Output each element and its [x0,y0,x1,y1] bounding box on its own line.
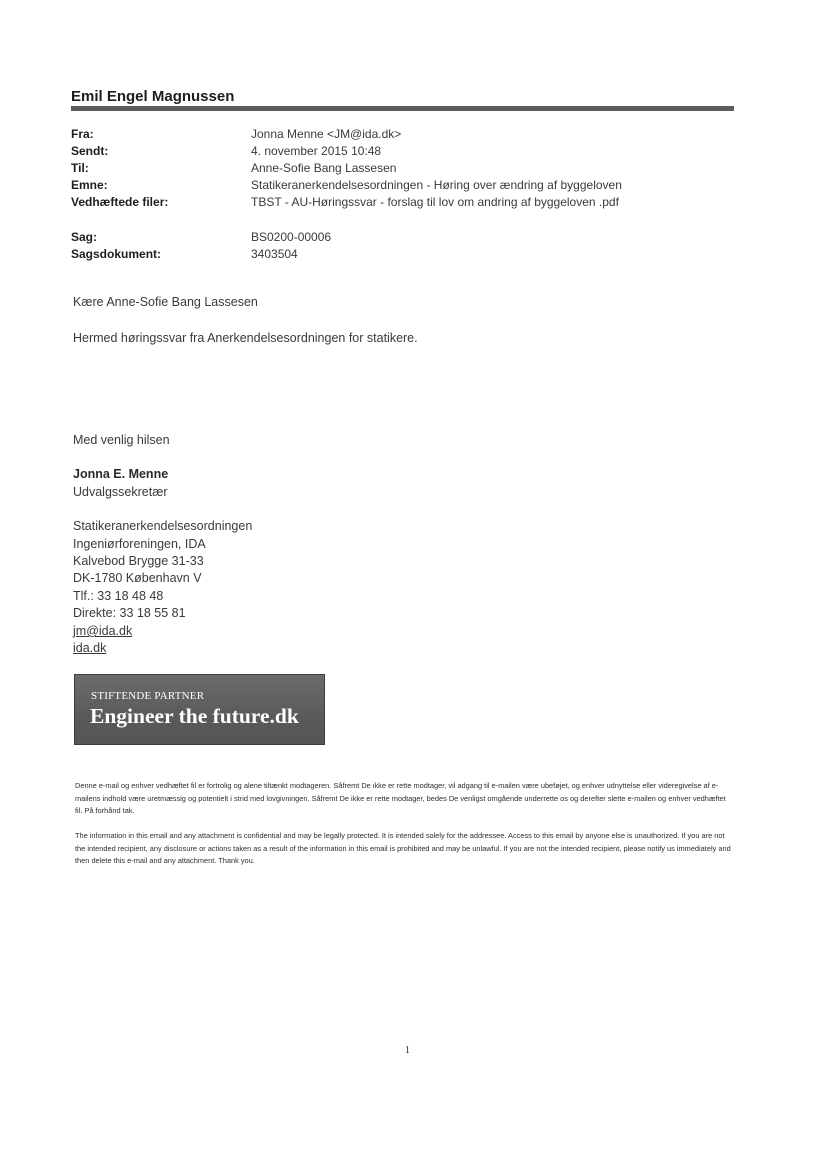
case-label: Sag: [71,230,98,244]
from-value: Jonna Menne <JM@ida.dk> [251,127,402,141]
engineer-the-future-banner[interactable] [74,674,325,745]
signature-direct-phone: Direkte: 33 18 55 81 [73,606,186,620]
signature-website-link[interactable]: ida.dk [73,641,107,655]
subject-label: Emne: [71,178,108,192]
disclaimer-english: The information in this email and any attachment is confidential and may be legally protected. It is intended solely for the addressee. Access to this email by anyone else is unauthorized. If you are not the intended recipient, any disclosure or actions taken as a result of the information in this email is prohibited and may be unlawful. If you are not the intended recipient, please notify us immediately and then delete this e-mail and any attachment. Thank you. [75,831,731,865]
attachments-label: Vedhæftede filer: [71,195,169,209]
banner-tagline: STIFTENDE PARTNER [91,690,205,702]
signature-title: Udvalgssekretær [73,485,168,499]
closing: Med venlig hilsen [73,433,170,447]
signature-organization: Statikeranerkendelsesordningen [73,519,253,533]
signature-address-line-2: DK-1780 København V [73,571,202,585]
signature-address-line-1: Kalvebod Brygge 31-33 [73,554,204,568]
signature-phone: Tlf.: 33 18 48 48 [73,589,164,603]
page-number: 1 [405,1045,410,1056]
header-divider [71,106,734,111]
disclaimer-danish: Denne e-mail og enhver vedhæftet fil er fortrolig og alene tiltænkt modtageren. Såfremt De ikke er rette modtager, vil adgang til e-mailen være ubeføjet, og enhver udnyttelse eller videregivelse af e-mailens indhold være uretmæssig og potentielt i strid med lovgivningen. Såfremt De ikke er rette modtager, bedes De venligst omgående underrette os og derefter slette e-mailen og enhver vedhæftet fil. På forhånd tak. [75,781,726,815]
sent-label: Sendt: [71,144,109,158]
to-label: Til: [71,161,89,175]
subject-value: Statikeranerkendelsesordningen - Høring over ændring af byggeloven [251,178,622,192]
signature-organization-2: Ingeniørforeningen, IDA [73,537,206,551]
message-text: Hermed høringssvar fra Anerkendelsesordningen for statikere. [73,331,418,345]
signature-email-link[interactable]: jm@ida.dk [73,624,133,638]
signature-name: Jonna E. Menne [73,467,169,481]
case-document-value: 3403504 [251,247,298,261]
banner-title: Engineer the future.dk [90,704,299,728]
greeting: Kære Anne-Sofie Bang Lassesen [73,295,258,309]
sender-name: Emil Engel Magnussen [71,88,235,105]
to-value: Anne-Sofie Bang Lassesen [251,161,397,175]
sent-value: 4. november 2015 10:48 [251,144,382,158]
case-value: BS0200-00006 [251,230,332,244]
case-document-label: Sagsdokument: [71,247,162,261]
from-label: Fra: [71,127,94,141]
attachments-value[interactable]: TBST - AU-Høringssvar - forslag til lov om andring af byggeloven .pdf [251,195,619,209]
